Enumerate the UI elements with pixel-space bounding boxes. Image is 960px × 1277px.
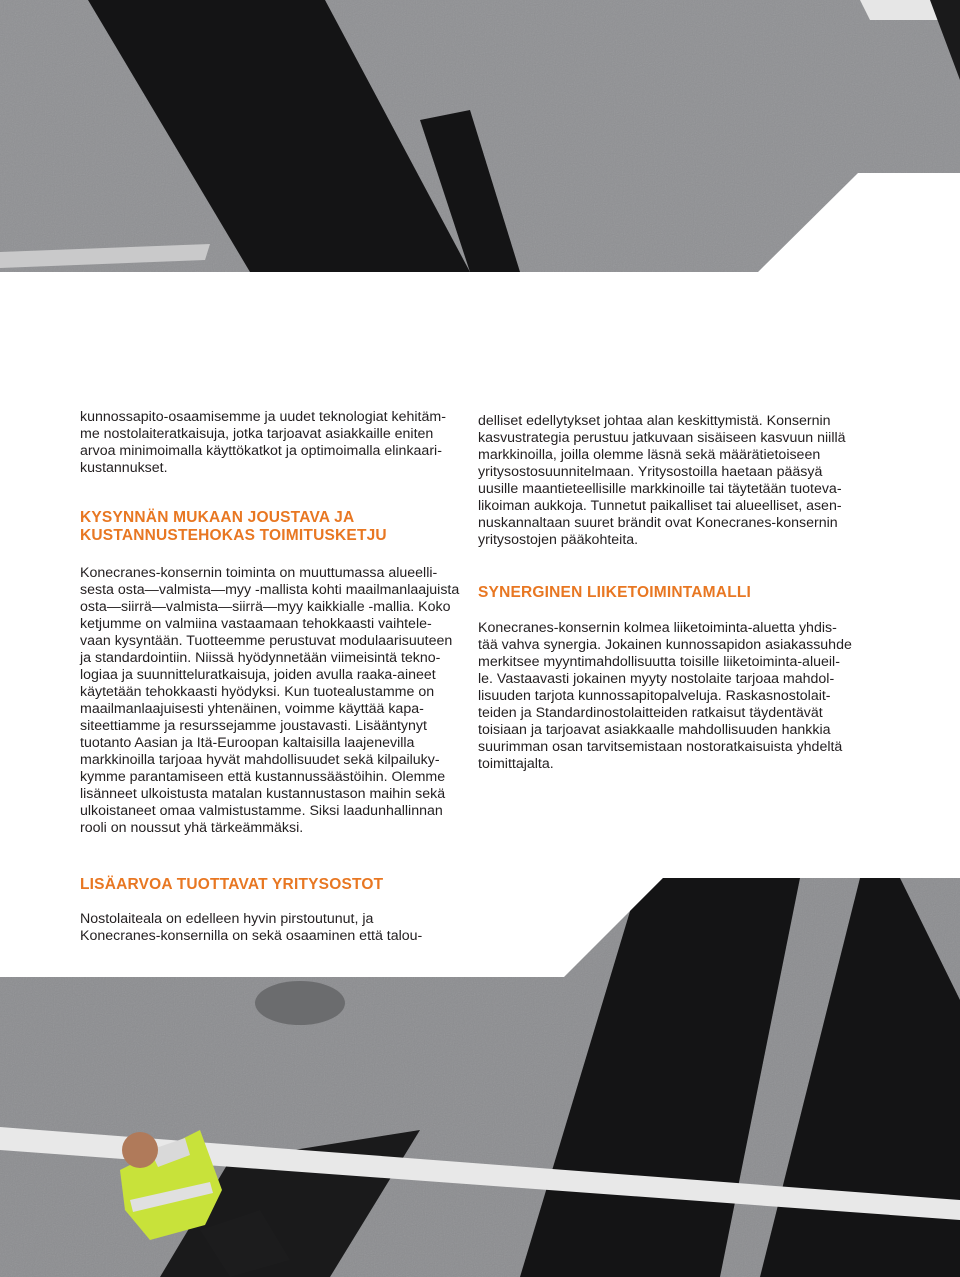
right-body-paragraph <box>478 620 878 773</box>
text-line: yritysostojen pääkohteita. <box>478 532 639 548</box>
heading-line: KUSTANNUSTEHOKAS TOIMITUSKETJU <box>80 527 387 544</box>
text-line: Konecranes-konsernin toiminta on muuttumassa alueelli- <box>80 565 438 581</box>
section-heading-supply-chain <box>80 509 465 545</box>
text-line: uusille maantieteellisille markkinoille tai täytetään tuoteva- <box>478 481 842 497</box>
text-line: markkinoilla tarjoaa hyvät mahdollisuudet sekä kilpailuky- <box>80 752 440 768</box>
text-line: markkinoilla, joilla olemme läsnä sekä määrätietoiseen <box>478 447 821 463</box>
section-heading-acquisitions <box>80 876 470 894</box>
text-line: lisänneet ulkoistusta matalan kustannustason maihin sekä <box>80 786 446 802</box>
text-line: toimittajalta. <box>478 756 554 772</box>
heading-line: SYNERGINEN LIIKETOIMINTAMALLI <box>478 584 752 601</box>
acquisitions-section <box>80 876 470 945</box>
text-line: Konecranes-konsernin kolmea liiketoiminta-aluetta yhdis- <box>478 620 837 636</box>
acquisitions-paragraph <box>80 911 470 945</box>
heading-line: LISÄARVOA TUOTTAVAT YRITYSOSTOT <box>80 876 384 893</box>
right-intro-paragraph <box>478 413 878 549</box>
text-line: likoiman aukkoja. Tunnetut paikalliset tai alueelliset, asen- <box>478 498 842 514</box>
text-line: nuskannaltaan suuret brändit ovat Konecranes-konsernin <box>478 515 838 531</box>
section-heading-synergy <box>478 584 878 602</box>
text-line: maailmanlaajuisesti yhtenäinen, voimme käyttää kapa- <box>80 701 424 717</box>
left-body-paragraph <box>80 565 465 837</box>
text-line: kasvustrategia perustuu jatkuvaan sisäiseen kasvuun niillä <box>478 430 846 446</box>
text-line: me nostolaiteratkaisuja, jotka tarjoavat asiakkaille eniten <box>80 426 434 442</box>
text-line: käytetään tehokkaasti hyödyksi. Kun tuotealustamme on <box>80 684 435 700</box>
text-line: kustannukset. <box>80 460 168 476</box>
text-line: yritysostosuunnitelmaan. Yritysostoilla haetaan pääsyä <box>478 464 823 480</box>
text-line: teiden ja Standardinostolaitteiden ratkaisut täydentävät <box>478 705 823 721</box>
text-line: vaan kysyntään. Tuotteemme perustuvat modulaarisuuteen <box>80 633 453 649</box>
left-column <box>80 409 465 837</box>
text-line: sesta osta—valmista—myy -mallista kohti maailmanlaajuista <box>80 582 460 598</box>
text-line: lisuuden tarjota kunnossapitopalveluja. Raskasnostolait- <box>478 688 831 704</box>
text-line: toisiaan ja tarjoavat asiakkaalle mahdollisuuden hankkia <box>478 722 831 738</box>
text-line: le. Vastaavasti jokainen myyty nostolaite tarjoaa mahdol- <box>478 671 835 687</box>
text-line: osta—siirrä—valmista—siirrä—myy kaikkialle -mallia. Koko <box>80 599 451 615</box>
text-line: tuotanto Aasian ja Itä-Euroopan kaltaisilla laajenevilla <box>80 735 415 751</box>
text-line: ketjumme on valmiina vastaamaan tehokkaasti vaihtele- <box>80 616 432 632</box>
text-line: suurimman osan tarvitsemistaan nostoratkaisuista yhdeltä <box>478 739 843 755</box>
text-line: kymme parantamiseen että kustannussäästöihin. Olemme <box>80 769 446 785</box>
text-line: merkitsee myyntimahdollisuutta toisille liiketoiminta-alueil- <box>478 654 840 670</box>
text-line: siteettiamme ja resurssejamme joustavasti. Lisääntynyt <box>80 718 427 734</box>
text-line: ja standardointiin. Niissä hyödynnetään viimeisintä tekno- <box>80 650 441 666</box>
text-line: ulkoistaneet omaa valmistustamme. Siksi laadunhallinnan <box>80 803 443 819</box>
text-line: Konecranes-konsernilla on sekä osaaminen että talou- <box>80 928 423 944</box>
text-line: logiaa ja suunnitteluratkaisuja, joiden avulla raaka-aineet <box>80 667 436 683</box>
text-line: Nostolaiteala on edelleen hyvin pirstoutunut, ja <box>80 911 374 927</box>
text-line: delliset edellytykset johtaa alan keskittymistä. Konsernin <box>478 413 831 429</box>
text-line: arvoa minimoimalla käyttökatkot ja optimoimalla elinkaari- <box>80 443 442 459</box>
heading-line: KYSYNNÄN MUKAAN JOUSTAVA JA <box>80 509 355 526</box>
text-line: rooli on noussut yhä tärkeämmäksi. <box>80 820 304 836</box>
right-column <box>478 413 878 773</box>
text-line: kunnossapito-osaamisemme ja uudet teknologiat kehitäm- <box>80 409 446 425</box>
text-line: tää vahva synergia. Jokainen kunnossapidon asiakassuhde <box>478 637 852 653</box>
left-intro-paragraph <box>80 409 465 477</box>
